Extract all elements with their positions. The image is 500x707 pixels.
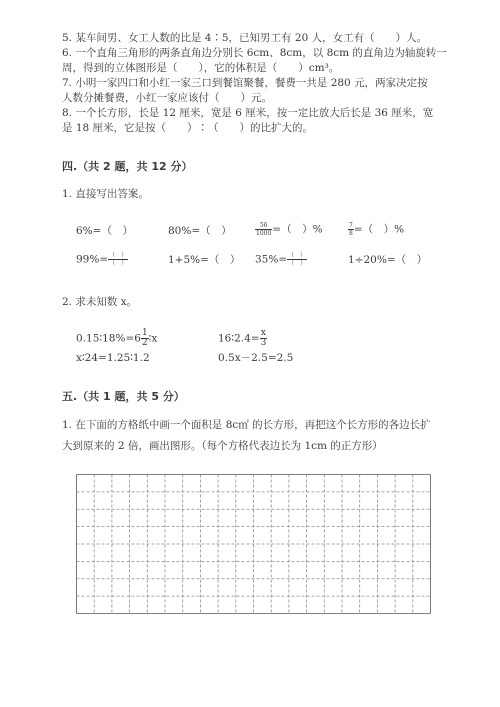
calc-b3: 35%= $\frac{( )}{( )}$	[255, 252, 307, 267]
calc-a2: 80%=（ ）	[168, 225, 232, 237]
calc-a3: $\frac{56}{1000}$ =（ ）%	[256, 222, 323, 237]
calc-b1-fraction: $\frac{( )}{( )}$	[109, 252, 128, 267]
section-4-title: 四.（共 2 题，共 12 分）	[62, 160, 193, 173]
equation-2-fraction: $\frac{x}{3}$	[260, 328, 267, 348]
section-5-title: 五.（共 1 题，共 5 分）	[62, 390, 185, 403]
calc-a4: $\frac{7}{8}$ =（ ）%	[349, 222, 405, 237]
question-6-line-1: 6. 一个直角三角形的两条直角边分别长 6cm、8cm，以 8cm 的直角边为轴旋转一	[62, 47, 447, 59]
question-8-line-1: 8. 一个长方形，长是 12 厘米，宽是 6 厘米，按一定比放大后长是 36 厘米，宽	[62, 107, 434, 119]
section-4-q1-title: 1. 直接写出答案。	[62, 188, 149, 200]
question-6-line-2: 周，得到的立体图形是（ ），它的体积是（ ）cm³。	[62, 62, 340, 74]
question-8-line-2: 是 18 厘米，它是按（ ）∶（ ）的比扩大的。	[62, 122, 314, 134]
equation-4: 0.5x－2.5=2.5	[218, 352, 294, 364]
equation-2: 16∶2.4= $\frac{x}{3}$	[218, 328, 267, 348]
calc-a1: 6%=（ ）	[76, 225, 133, 237]
grid-paper[interactable]	[76, 474, 431, 614]
question-5: 5. 某车间男、女工人数的比是 4∶5，已知男工有 20 人，女工有（ ）人。	[62, 32, 428, 44]
section-5-q1-line-2: 大到原来的 2 倍，画出图形。（每个方格代表边长为 1cm 的正方形）	[62, 440, 383, 452]
calc-b2: 1+5%=（ ）	[168, 254, 241, 266]
equation-1: 0.15∶18%=6 $\frac{1}{2}$ ∶x	[76, 328, 158, 348]
equation-1-fraction: $\frac{1}{2}$	[141, 328, 148, 348]
calc-a4-fraction: $\frac{7}{8}$	[349, 222, 353, 237]
section-4-q2-title: 2. 求未知数 x。	[62, 296, 138, 308]
question-7-line-2: 人数分摊餐费，小红一家应该付（ ）元。	[62, 92, 272, 104]
calc-b4: 1÷20%=（ ）	[348, 254, 428, 266]
calc-b1: 99%= $\frac{( )}{( )}$	[76, 252, 128, 267]
question-7-line-1: 7. 小明一家四口和小红一家三口到餐馆聚餐，餐费一共是 280 元，两家决定按	[62, 77, 428, 89]
calc-a3-fraction: $\frac{56}{1000}$	[256, 222, 272, 237]
calc-b3-fraction: $\frac{( )}{( )}$	[288, 252, 307, 267]
equation-3: x∶24=1.25∶1.2	[76, 352, 150, 364]
section-5-q1-line-1: 1. 在下面的方格纸中画一个面积是 8c㎡ 的长方形，再把这个长方形的各边长扩	[62, 419, 431, 431]
